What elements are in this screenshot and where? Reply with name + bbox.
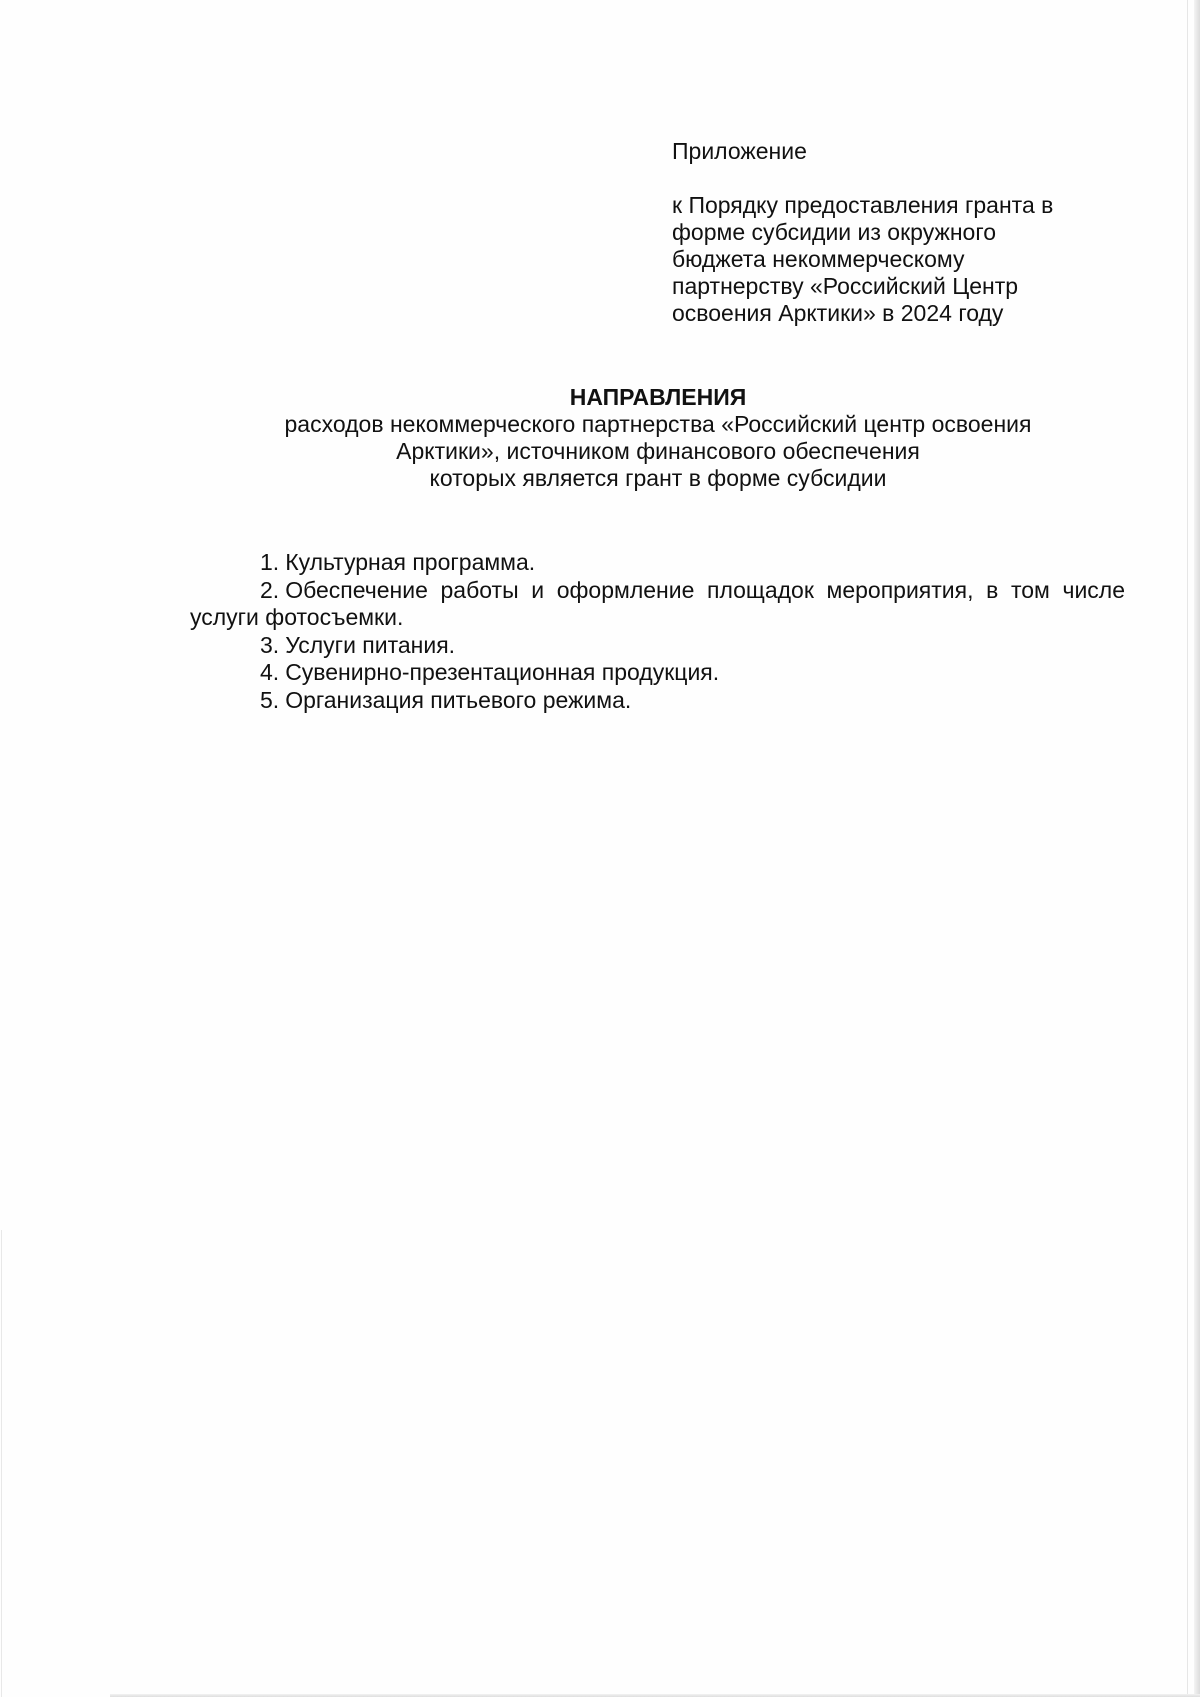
list-item-text: Обеспечение работы и оформление площадок мероприятия, в том числе услуги фотосъемки.	[190, 576, 1125, 630]
list-item	[190, 659, 1125, 687]
list-item	[190, 577, 1125, 632]
list-item-number: 3.	[260, 631, 280, 658]
list-item-number: 2.	[260, 576, 280, 603]
list-item	[190, 549, 1125, 577]
list-item-number: 1.	[260, 549, 280, 575]
scan-edge-left	[1, 1230, 2, 1697]
list-item-text: Культурная программа.	[285, 549, 536, 575]
list-item	[190, 687, 1125, 715]
appendix-block	[672, 138, 1112, 327]
list-item-text: Организация питьевого режима.	[285, 686, 632, 713]
document-subtitle: расходов некоммерческого партнерства «Российский центр освоения Арктики», источником финансового обеспечения которых является грант в форме субсидии	[284, 411, 1032, 491]
list-item-number: 4.	[260, 659, 280, 685]
document-heading	[188, 384, 1128, 492]
list-item-number: 5.	[260, 686, 280, 713]
expense-directions-list	[190, 549, 1125, 714]
list-item-text: Услуги питания.	[285, 631, 456, 658]
scan-edge-line	[1187, 0, 1188, 1697]
appendix-title: Приложение	[672, 138, 807, 164]
list-item	[190, 632, 1125, 660]
appendix-text: к Порядку предоставления гранта в форме субсидии из окружного бюджета некоммерческому партнерству «Российский Центр освоения Арктики» в 2024 году	[672, 192, 1054, 326]
scan-edge-right	[1194, 0, 1200, 1697]
list-item-text: Сувенирно-презентационная продукция.	[285, 659, 720, 685]
document-title: НАПРАВЛЕНИЯ	[569, 384, 747, 410]
